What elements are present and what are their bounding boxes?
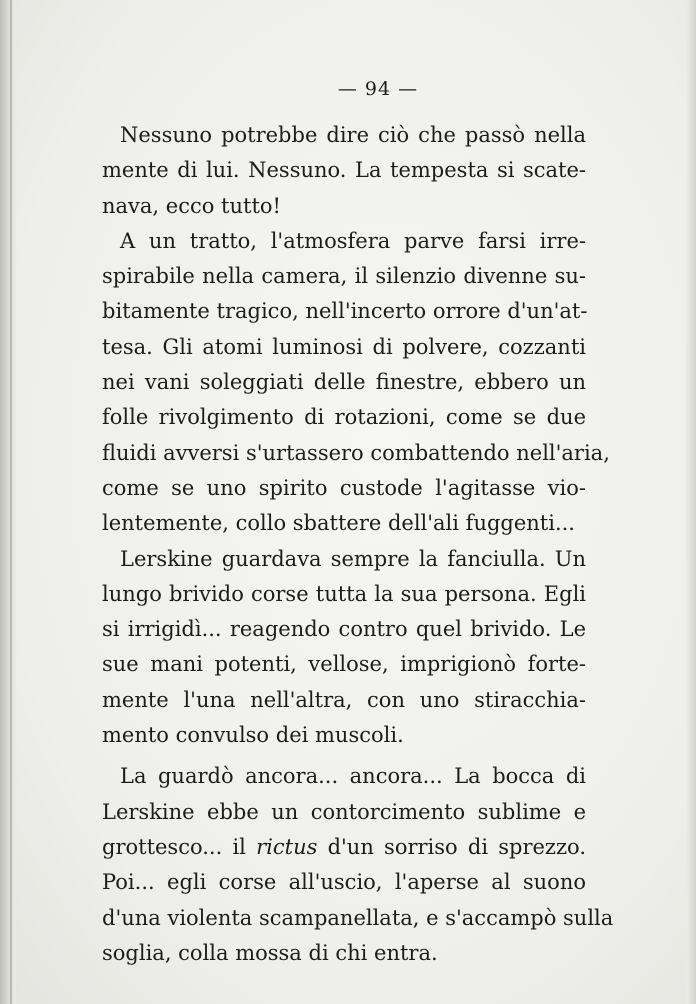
text-line: spirabile nella camera, il silenzio divenne su-	[102, 264, 586, 289]
line-start: grottesco... il	[102, 834, 257, 859]
binding-line	[10, 0, 12, 1004]
text-line: mento convulso dei muscoli.	[102, 723, 404, 748]
text-line: sue mani potenti, vellose, imprigionò forte-	[102, 652, 586, 677]
text-line: tesa. Gli atomi luminosi di polvere, cozzanti	[102, 334, 586, 359]
paragraph-2	[102, 224, 610, 542]
text-line: A un tratto, l'atmosfera parve farsi irre-	[120, 228, 586, 253]
italic-word: rictus	[256, 834, 318, 859]
text-line: nei vani soleggiati delle finestre, ebbero un	[102, 370, 586, 395]
paragraph-4	[102, 759, 614, 971]
text-line: si irrigidì... reagendo contro quel brivido. Le	[102, 617, 586, 642]
text-line: lungo brivido corse tutta la sua persona. Egli	[102, 581, 586, 606]
text-line: mente di lui. Nessuno. La tempesta si scate-	[102, 158, 586, 183]
text-line: soglia, colla mossa di chi entra.	[102, 940, 438, 965]
text-line: folle rivolgimento di rotazioni, come se due	[102, 405, 586, 430]
page-number: — 94 —	[337, 78, 419, 100]
paragraph-1	[102, 118, 586, 224]
text-line: Poi... egli corse all'uscio, l'aperse al suono	[102, 870, 586, 895]
text-line: Lerskine guardava sempre la fanciulla. Un	[120, 546, 586, 571]
text-line: bitamente tragico, nell'incerto orrore d'un'at-	[102, 299, 588, 324]
page-edge-shadow	[686, 0, 696, 1004]
text-line: Lerskine ebbe un contorcimento sublime e	[102, 799, 586, 824]
text-line: Nessuno potrebbe dire ciò che passò nella	[120, 123, 586, 147]
text-line: lentemente, collo sbattere dell'ali fuggenti...	[102, 511, 575, 536]
paragraph-3	[102, 542, 586, 754]
text-line: d'una violenta scampanellata, e s'accampò sulla	[102, 905, 614, 930]
line-end: d'un sorriso di sprezzo.	[317, 834, 586, 859]
text-line-italic-mix	[102, 830, 586, 865]
binding-shadow	[0, 0, 16, 1004]
body-text	[102, 118, 614, 971]
text-line: La guardò ancora... ancora... La bocca di	[120, 764, 586, 789]
text-line: mente l'una nell'altra, con uno stiracchia-	[102, 687, 586, 712]
text-line: come se uno spirito custode l'agitasse vio-	[102, 475, 586, 500]
text-line: nava, ecco tutto!	[102, 193, 281, 218]
text-line: fluidi avversi s'urtassero combattendo nell'aria,	[102, 440, 610, 465]
